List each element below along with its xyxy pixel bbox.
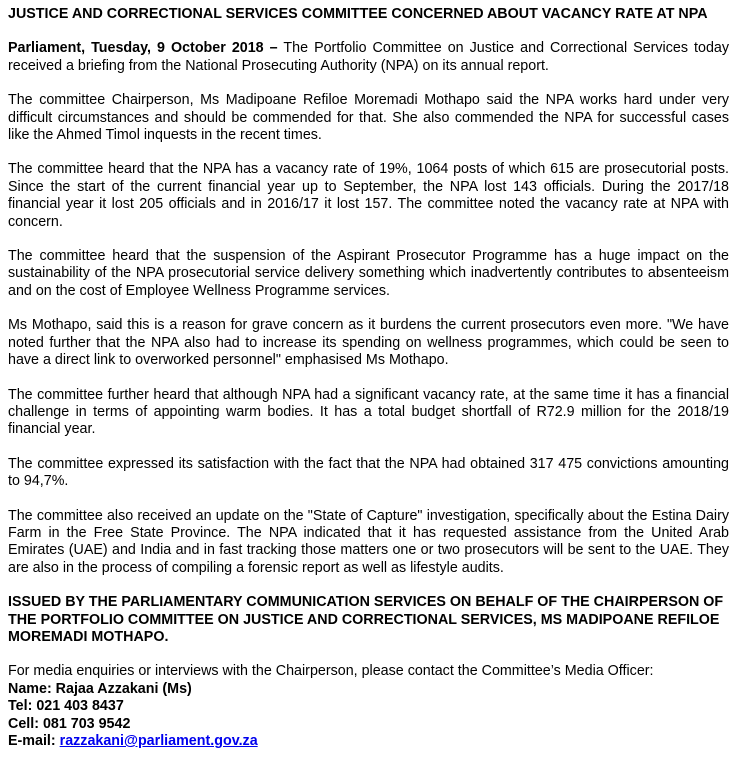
paragraph-vacancy-rate: The committee heard that the NPA has a vacancy rate of 19%, 1064 posts of which 615 are prosecutorial posts. Since the start of the current financial year up to September, the NPA lost 143 officials. During the 2017/18 financial year it lost 205 officials and in 2016/17 it lost 157. The committee noted the vacancy rate at NPA with concern.: [8, 161, 729, 230]
paragraph-convictions: The committee expressed its satisfaction with the fact that the NPA had obtained 317 475 convictions amounting to 94,7%.: [8, 455, 729, 490]
issued-by-statement: ISSUED BY THE PARLIAMENTARY COMMUNICATION SERVICES ON BEHALF OF THE CHAIRPERSON OF THE PORTFOLIO COMMITTEE ON JUSTICE AND CORRECTIONAL SERVICES, MS MADIPOANE REFILOE MOREMADI MOTHAPO.: [8, 594, 724, 645]
document-title: JUSTICE AND CORRECTIONAL SERVICES COMMITTEE CONCERNED ABOUT VACANCY RATE AT NPA: [8, 6, 708, 22]
email-label: E-mail:: [8, 733, 60, 749]
contact-intro: For media enquiries or interviews with the Chairperson, please contact the Committee’s Media Officer:: [8, 663, 654, 680]
paragraph-state-capture: The committee also received an update on the "State of Capture" investigation, specifically about the Estina Dairy Farm in the Free State Province. The NPA indicated that it has requested assistance from the United Arab Emirates (UAE) and India and in fast tracking those matters one or two prosecutors will be sent to the UAE. They are also in the process of compiling a forensic report as well as lifestyle audits.: [8, 507, 729, 576]
contact-email: [8, 733, 729, 750]
intro-text: The Portfolio Committee on Justice and Correctional Services today received a briefing from the National Prosecuting Authority (NPA) on its annual report.: [8, 40, 729, 74]
email-link[interactable]: razzakani@parliament.gov.za: [59, 733, 258, 749]
paragraph-grave-concern: Ms Mothapo, said this is a reason for grave concern as it burdens the current prosecutors even more. "We have noted further that the NPA also had to increase its spending on wellness programmes, which could be seen to have a direct link to overworked personnel" emphasised Ms Mothapo.: [8, 317, 729, 369]
paragraph-budget-shortfall: The committee further heard that although NPA had a significant vacancy rate, at the same time it has a financial challenge in terms of appointing warm bodies. It has a total budget shortfall of R72.9 million for the 2018/19 financial year.: [8, 386, 729, 438]
paragraph-aspirant-programme: The committee heard that the suspension of the Aspirant Prosecutor Programme has a huge impact on the sustainability of the NPA prosecutorial service delivery something which inadvertently contributes to absenteeism and on the cost of Employee Wellness Programme services.: [8, 248, 729, 299]
dateline: Parliament, Tuesday, 9 October 2018 –: [8, 40, 278, 57]
contact-tel: Tel: 021 403 8437: [8, 698, 124, 715]
intro-paragraph: [8, 40, 729, 75]
contact-cell: Cell: 081 703 9542: [8, 715, 131, 732]
paragraph-chairperson: The committee Chairperson, Ms Madipoane Refiloe Moremadi Mothapo said the NPA works hard under very difficult circumstances and should be commended for that. She also commended the NPA for successful cases like the Ahmed Timol inquests in the recent times.: [8, 92, 729, 144]
contact-name: Name: Rajaa Azzakani (Ms): [8, 680, 192, 697]
